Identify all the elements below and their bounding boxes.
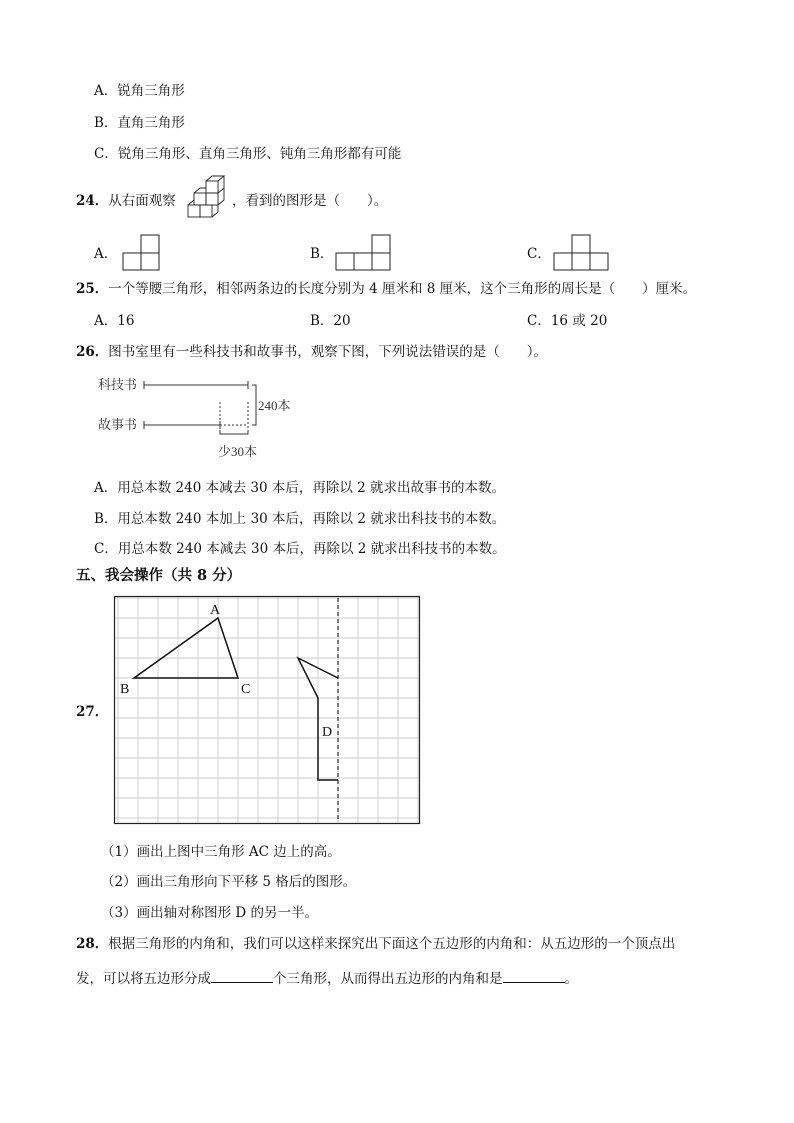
diagram-total: 240本 (258, 398, 291, 413)
q26-text: 图书室里有一些科技书和故事书，观察下图，下列说法错误的是（ ）。 (108, 344, 548, 360)
option-text: 锐角三角形 (117, 83, 185, 99)
grid-border (115, 597, 420, 824)
q24-option-a-figure (123, 234, 161, 272)
option-letter: A． (94, 83, 118, 99)
q23-option-c (94, 145, 401, 163)
q24-option-a-letter: A． (94, 246, 118, 262)
section-title: 五、我会操作（共 8 分） (76, 567, 242, 584)
q28-text-1: 根据三角形的内角和，我们可以这样来探究出下面这个五边形的内角和：从五边形的一个顶点出 (108, 936, 676, 952)
q24-stem-after: ，看到的图形是（ ）。 (232, 193, 388, 209)
diagram-less: 少30本 (218, 444, 258, 459)
question-number: 25． (76, 281, 109, 297)
q26-option-c (94, 540, 506, 558)
option-text: 用总本数 240 本减去 30 本后，再除以 2 就求出故事书的本数。 (117, 480, 506, 496)
vertex-b-label: B (120, 682, 130, 697)
option-letter: C． (527, 313, 551, 329)
q25-option-b (310, 312, 351, 330)
q27-task-1: （1）画出上图中三角形 AC 边上的高。 (101, 844, 341, 860)
q27-task-3: （3）画出轴对称图形 D 的另一半。 (101, 905, 318, 921)
q26-line-segment-diagram (96, 372, 306, 464)
q28-text-2a: 发，可以将五边形分成 (76, 971, 211, 987)
vertex-c-label: C (241, 682, 251, 697)
q27-task-2: （2）画出三角形向下平移 5 格后的图形。 (101, 874, 357, 890)
q26-stem (76, 343, 547, 361)
q24-option-c-letter: C． (527, 246, 551, 262)
option-text: 16 (117, 313, 135, 329)
option-text: 用总本数 240 本加上 30 本后，再除以 2 就求出科技书的本数。 (117, 511, 506, 527)
option-letter: A． (94, 480, 118, 496)
q24-text-before: 从右面观察 (108, 193, 176, 209)
option-text: 16 或 20 (550, 313, 608, 329)
q24-cube-stack-figure (184, 179, 228, 219)
question-number: 28． (76, 936, 109, 952)
question-number: 27． (76, 704, 109, 720)
q28-line-1 (76, 935, 675, 953)
q24-option-b-figure (336, 234, 392, 272)
option-letter: B． (310, 313, 334, 329)
q23-option-b (94, 114, 185, 132)
q25-text: 一个等腰三角形，相邻两条边的长度分别为 4 厘米和 8 厘米，这个三角形的周长是（ ）厘米。 (108, 281, 697, 297)
q26-option-a (94, 479, 505, 497)
diagram-label-keji: 科技书 (98, 377, 138, 392)
option-text: 直角三角形 (117, 115, 185, 131)
q26-option-b (94, 510, 505, 528)
q28-text-2b: 个三角形，从而得出五边形的内角和是 (273, 971, 503, 987)
triangle-abc (134, 618, 238, 678)
option-letter: B． (94, 511, 118, 527)
question-number: 26． (76, 344, 109, 360)
option-text: 用总本数 240 本减去 30 本后，再除以 2 就求出科技书的本数。 (117, 541, 506, 557)
diagram-label-gushi: 故事书 (98, 417, 138, 432)
q24-stem-before (76, 192, 176, 210)
q23-option-a (94, 82, 185, 100)
question-number: 24． (76, 193, 109, 209)
option-letter: C． (94, 146, 118, 162)
q25-option-a (94, 312, 134, 330)
q25-option-c (527, 312, 607, 330)
vertex-a-label: A (210, 603, 221, 618)
q28-text-2c: 。 (564, 971, 578, 987)
q28-line-2 (76, 968, 578, 988)
answer-blank-2[interactable] (503, 968, 565, 983)
q24-option-c-figure (554, 234, 610, 272)
q25-stem (76, 280, 696, 298)
option-letter: C． (94, 541, 118, 557)
option-letter: A． (94, 313, 118, 329)
q27-grid-figure (114, 596, 420, 824)
option-text: 锐角三角形、直角三角形、钝角三角形都有可能 (117, 146, 402, 162)
option-letter: B． (94, 115, 118, 131)
answer-blank-1[interactable] (211, 968, 273, 983)
grid-lines (114, 596, 420, 824)
q24-option-b-letter: B． (310, 246, 334, 262)
option-text: 20 (333, 313, 351, 329)
shape-d-label: D (322, 725, 333, 740)
